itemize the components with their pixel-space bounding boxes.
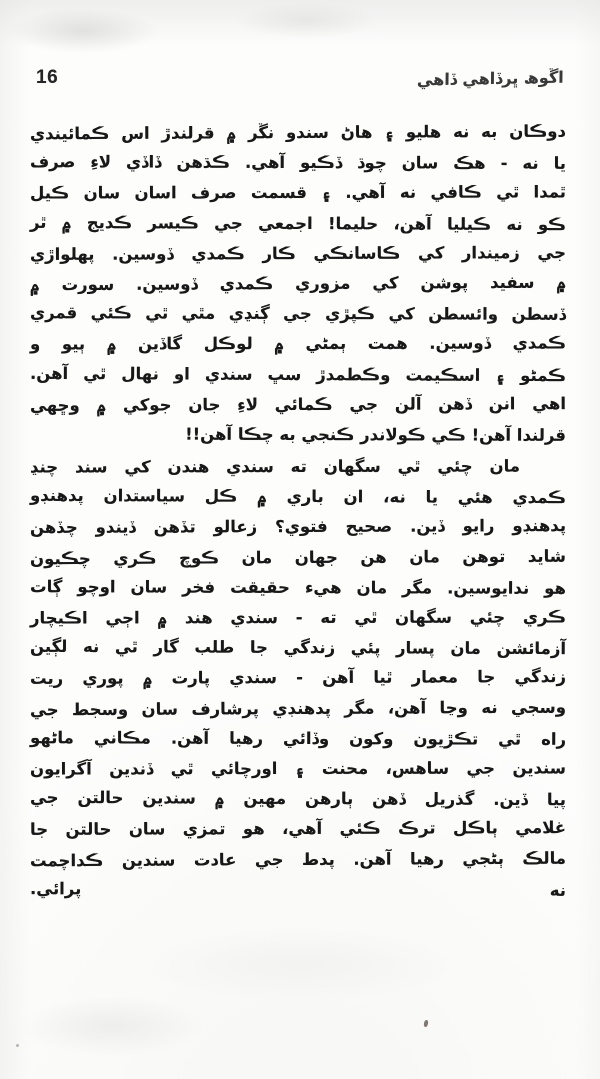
scan-smudge [150,930,450,1000]
text-line: هو ندايوسين. مگر مان هيء حقيقت فخر سان اوچو ڳات [29,576,567,598]
paper-speck [423,1020,428,1028]
text-line: ڪري چئي سگهان ٿي ته - سندي هند ۾ اڄي اڪيچار [29,607,567,628]
text-line: شايد توهن مان هن جهان مان ڪوچ ڪري چڪيون [29,546,567,568]
text-line: ۾ سفيد پوشن کي مزوري ڪمدي ڏوسين. سورت ۾ [29,272,567,295]
text-line: نه پرائي. [29,878,567,900]
text-line: آزمائشن مان پسار پئي زندگي جا طلب گار ٿي نه لڳين [29,637,567,659]
text-line: قرلندا آهن! ڪي ڪولاندر ڪنجي به چڪا آهن!! [185,424,567,445]
text-line: وسجي نه وڃا آهن، مگر پدهنڊي پرشارف سان وسجط جي [29,697,567,719]
text-line: ٿمدا ٿي ڪافي نه آهي. ۽ قسمت صرف اسان سان ڪيل [29,182,567,203]
text-line: مالڪ ٻڻجي رهيا آهن. پدط جي عادت سندين ڪداچمت [29,848,567,870]
text-line: ڪمدي هئي يا نه، ان باري ۾ ڪل سياستدان پدهنڊو [29,486,567,508]
text-line-last [30,904,566,935]
paragraph [30,118,566,450]
page-header [0,62,600,96]
scan-smudge [8,8,158,54]
text-line: ڏسطن وائسطن کي ڪپڙي جي ڳنڍي مٿي ٿي ڪئي قمري [29,303,567,324]
paragraph [30,452,566,935]
text-line: اهي انن ڏهن آلن جي ڪمائي لاءِ جان جوکي ۾ وڇهي [29,393,567,415]
text-line: ڪمڻو ۽ اسڪيمت وڪطمدڙ سڀ سندي او نهال ٿي آهن. [29,363,567,385]
text-line: جي زميندار کي ڪاسانڪي ڪار ڪمدي ڏوسين. پهلواڙي [29,242,567,264]
page-body [30,118,566,935]
text-line: پيا ڏين. گذريل ڏهن ٻارهن مهين ۾ سندين حالتن جي [29,787,567,810]
text-line: ڪمدي ڏوسين. همت ٻمڻي ۾ لوڪل گاڏين ۾ ٻيو و [29,333,567,354]
scan-smudge [236,2,376,38]
text-line: ڪو نه ڪيليا آهن، حليما! اجمعي جي ڪيسر ڪديج ۾ ٿر [29,212,567,234]
text-line: دوڪان به نه هليو ۽ هاڻ سندو نڱر ۾ قرلندڙ اس ڪمائيندي [29,121,567,144]
text-line-indented: مان چئي ٿي سگهان ته سندي هندن کي سند چنڍ [29,456,521,477]
text-line: پدهنڊو رايو ڏين. صحيح فتوي؟ زعالو تڏهن ڏيندو چڏهن [29,516,567,538]
text-line: سندين جي ساهس، محنت ۽ اورچائي ٿي ڏندين آگرايون [29,758,567,779]
text-line: غلامي ٻاڪل ترڪ ڪئي آهي، هو تمزي سان حالتن جا [29,818,567,840]
scan-smudge [22,996,202,1056]
text-line: زندگي جا معمار ٿيا آهن - سندي پارت ۾ پوري ريت [29,667,567,689]
page-number: 16 [36,67,59,88]
text-line: يا نه - هڪ سان چوڌ ڏڪيو آهي. ڪڌهن ڏاڏي لاءِ صرف [29,152,567,174]
paper-speck [16,1044,19,1047]
text-line: راه ٿي تڪڙيون وکون وڏائي رهيا آهن. مڪاني ماڻهو [29,727,567,749]
running-head: اڱوھ ڀرڏاھي ڏاھي [417,67,565,90]
